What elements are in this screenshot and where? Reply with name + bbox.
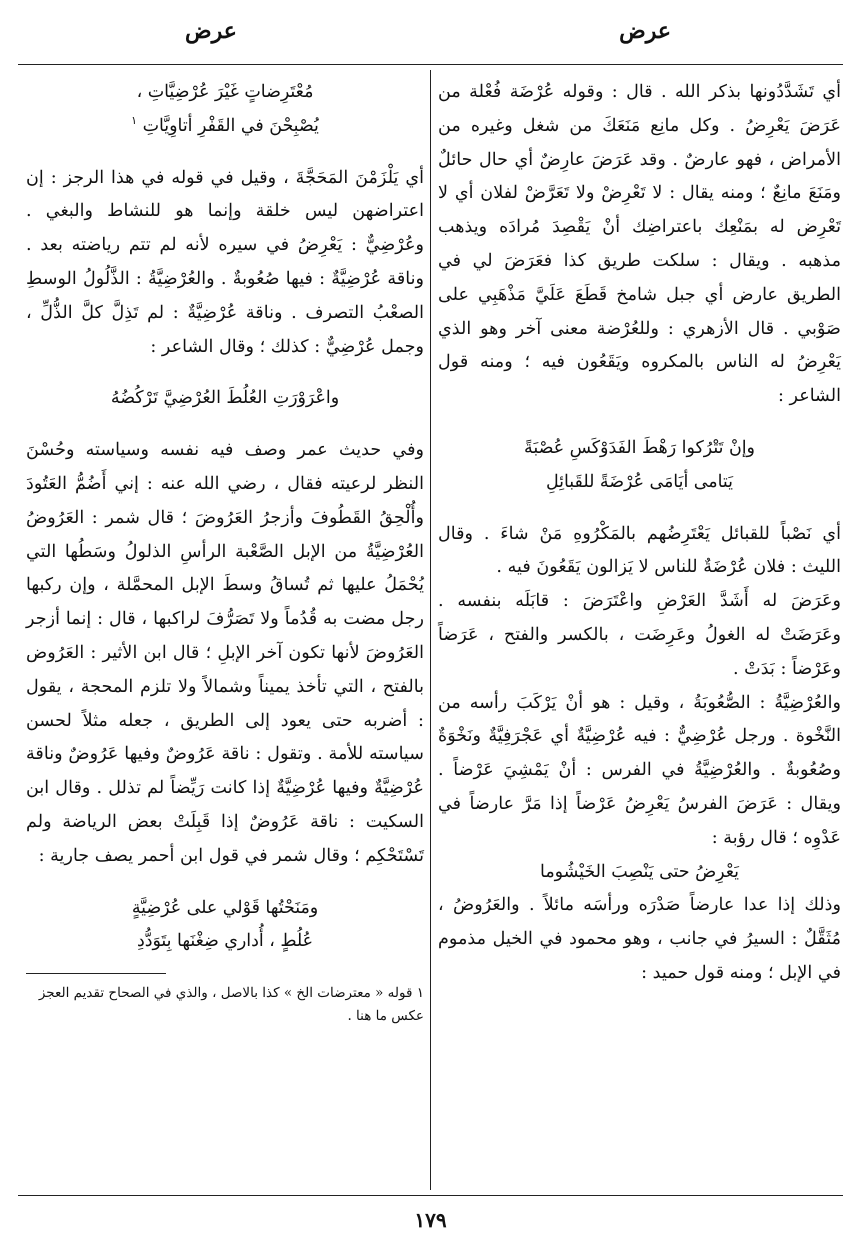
- header-rule: [18, 64, 843, 65]
- left-verse-2-line-1: واعْرَوْرَتِ العُلُطَ العُرْضِيَّ تَرْكُضُهُ: [110, 388, 340, 409]
- right-paragraph-5: وذلك إذا عدا عارضاً صَدْرَه ورأسَه مائلاً . والعَرُوضُ ، مُثَقَّلٌ : السيرُ في جانب ، وهو محمود في الخيل مذموم في الإبل ؛ ومنه قول حميد :: [438, 895, 841, 983]
- footnote-rule: [26, 973, 166, 974]
- right-verse-1-line-2: يَتامى أيَامَى عُرْضَةً للقَبائِلِ: [545, 471, 734, 492]
- page-number: ١٧٩: [414, 1208, 447, 1232]
- right-verse-1-line-1: وإنْ تَتْرُكوا رَهْطَ الفَدَوْكَسِ عُصْبَةً: [524, 437, 755, 458]
- left-verse-1-line-1: مُعْتَرِضاتٍ غَيْرَ عُرْضِيَّاتِ ،: [136, 82, 314, 102]
- right-paragraph-2: أي نَصْباً للقبائل يَعْتَرِضُهم بالمَكْرُوهِ مَنْ شاءَ . وقال الليث : فلان عُرْضَةٌ للناس لا يَزالون يَقَعُونَ فيه .: [438, 523, 841, 578]
- right-column: [438, 76, 841, 991]
- footer-rule: [18, 1195, 843, 1196]
- left-header-title: عرض: [185, 18, 237, 44]
- right-paragraph-3: وعَرَضَ له أَشَدَّ العَرْضِ واعْتَرَضَ : قابَلَه بنفسه . وعَرَضَتْ له الغولُ وعَرِضَت ، بالكسر والفتح ، عَرَضاً وعَرْضاً : بَدَتْ .: [438, 591, 841, 679]
- left-verse-3-line-1: ومَنَحْتُها قَوْلي على عُرْضِيَّةٍ: [131, 897, 319, 918]
- left-verse-3-line-2: عُلُطٍ ، أُداري ضِغْنَها بِتَوَدُّدِ: [136, 931, 314, 952]
- right-paragraph-1: أي تَشَدَّدُونها بذكر الله . قال : وقوله عُرْضَة فُعْلة من عَرَضَ يَعْرِضُ . وكل مانِع مَنَعَكَ من شغل وغيره من الأمراض ، فهو عارضٌ . وقد عَرَضَ عارِضٌ أي حال حائلٌ ومَنَعَ مانِعٌ ؛ ومنه يقال : لا تَعْرِضْ ولا تَعَرَّضْ لفلان أي لا تَعْرِض له بمَنْعِك باعتراضِك أنْ يَقْصِدَ مُرادَه ويذهب مذهبه . ويقال : سلكت طريق كذا فعَرَضَ لي في الطريق عارض أي جبل شامخ قَطَعَ عَلَيَّ مَذْهَبِي على صَوْبي . قال الأزهري : وللعُرْضة معنى آخر وهو الذي يَعْرِضُ له الناس بالمكروه ويَقَعُون فيه ؛ ومنه قول الشاعر :: [438, 82, 841, 407]
- left-verse-1-line-2: [26, 110, 424, 144]
- left-verse-1-line-2-text: يُصْبِحْنَ في القَفْرِ أتاوِيَّاتِ: [142, 115, 319, 136]
- right-paragraph-4: والعُرْضِيَّةُ : الصُّعُوبَةُ ، وقيل : هو أنْ يَرْكَبَ رأسه من النَّخْوة . ورجل عُرْضِيٌّ : فيه عُرْضِيَّةٌ أي عَجْرَفِيَّةٌ ونَخْوَةٌ وصُعُوبةٌ . والعُرْضِيَّةُ في الفرس : أنْ يَمْشِيَ عَرْضاً . ويقال : عَرَضَ الفرسُ يَعْرِضُ عَرْضاً إذا مَرَّ عارضاً في عَدْوِه ؛ قال رؤبة :: [438, 692, 841, 848]
- left-paragraph-1: أي يَلْزَمْنَ المَحَجَّةَ ، وقيل في قوله في هذا الرجز : إن اعتراضهن ليس خلقة وإنما هو للنشاط والبغي . وعُرْضِيٌّ : يَعْرِضُ في سيره لأنه لم تتم رياضته بعد . وناقة عُرْضِيَّةٌ : فيها صُعُوبةٌ . والعُرْضِيَّةُ : الذَّلُولُ الوسطِ الصعْبُ التصرف . وناقة عُرْضِيَّةٌ : لم تَذِلَّ كلَّ الذُّلِّ ، وجمل عُرْضِيٌّ : كذلك ؛ وقال الشاعر :: [26, 167, 424, 357]
- column-divider: [430, 70, 431, 1190]
- right-header-title: عرض: [619, 18, 671, 44]
- right-verse-2-line-1: يَعْرِضُ حتى يَنْصِبَ الخَيْشُوما: [540, 861, 739, 882]
- footnote-text: ١ قوله « معترضات الخ » كذا بالاصل ، والذي في الصحاح تقديم العجز عكس ما هنا .: [38, 985, 424, 1025]
- left-column: [26, 76, 424, 1028]
- left-paragraph-2: وفي حديث عمر وصف فيه نفسه وسياسته وحُسْنَ النظر لرعيته فقال ، رضي الله عنه : إني أَضُمُّ العَتُودَ وأُلْحِقُ القَطُوفَ وأزجرُ العَرُوضَ ؛ قال شمر : العَرُوضُ العُرْضِيَّةُ من الإبل الصَّعْبة الرأسِ الذلولُ وسَطُها التي يُحْمَلُ عليها ثم تُساقُ وسطَ الإبل المحمَّلة ، وإن ركبها رجل مضت به قُدُماً ولا تَصَرُّفَ لراكبها ، قال : إنما أزجر العَرُوضَ لأنها تكون آخر الإبلِ ؛ قال ابن الأثير : العَرُوض بالفتح ، التي تأخذ يميناً وشمالاً ولا تلزم المحجة ، يقول : أضربه حتى يعود إلى الطريق ، جعله مثلاً لحسن سياسته للأمة . وتقول : ناقة عَرُوضٌ وفيها عَرُوضٌ وناقة عُرْضِيَّةٌ وفيها عُرْضِيَّةٌ إذا كانت رَيِّضاً لم تذلل . وقال ابن السكيت : ناقة عَرُوضٌ إذا قَبِلَتْ بعض الرياضة ولم تَسْتَحْكِم ؛ وقال شمر في قول ابن أحمر يصف جارية :: [26, 440, 424, 866]
- footnote-marker: ١: [131, 114, 138, 127]
